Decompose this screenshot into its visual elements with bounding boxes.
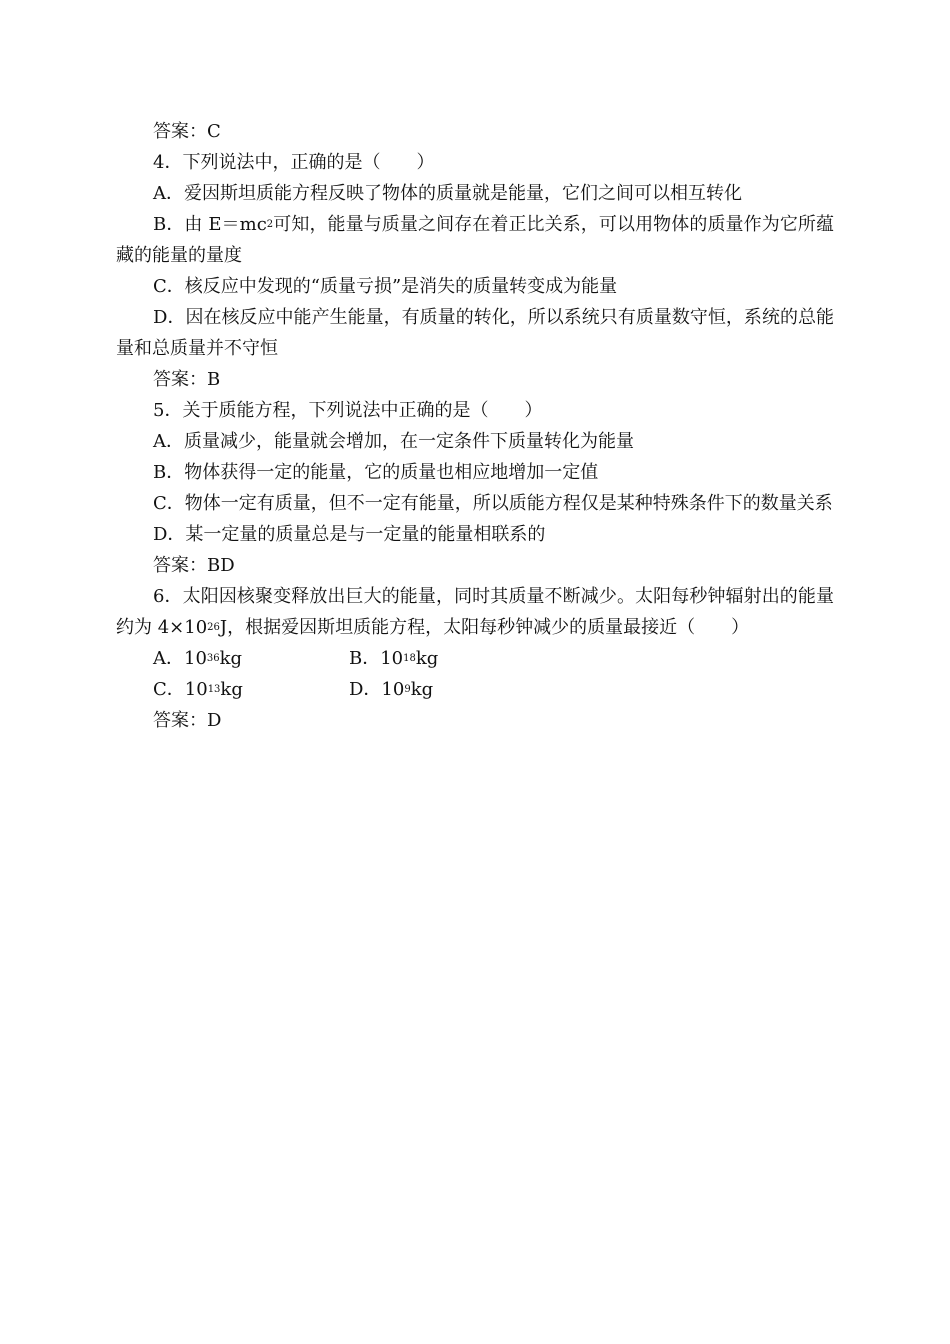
q4-option-b: [116, 209, 834, 271]
q4-option-d: D．因在核反应中能产生能量，有质量的转化，所以系统只有质量数守恒，系统的总能量和总质量并不守恒: [116, 307, 834, 359]
q6-option-a-label: A．10: [153, 648, 207, 669]
q5-stem: 5．关于质能方程，下列说法中正确的是（ ）: [153, 400, 543, 421]
q6-option-d-unit: kg: [410, 679, 434, 700]
q6-option-d-label: D．10: [349, 679, 405, 700]
q6-option-a-unit: kg: [219, 648, 243, 669]
q6-option-b-exponent: 18: [403, 653, 416, 664]
q5-answer: 答案：BD: [153, 555, 235, 576]
q6-option-d: [349, 674, 433, 705]
q6-option-c-unit: kg: [220, 679, 243, 700]
q6-option-c-exponent: 13: [207, 684, 221, 695]
q6-stem: [116, 581, 834, 643]
q6-options-row-2: [116, 674, 834, 705]
q6-option-b-label: B．10: [349, 648, 404, 669]
q4-option-b-exponent: 2: [266, 219, 274, 230]
q6-option-b-unit: kg: [415, 648, 439, 669]
q6-stem-prefix: 6．太阳因核聚变释放出巨大的能量，同时其质量不断减少。太阳每秒钟辐射出的能量约为 4×10: [116, 586, 834, 638]
q4-option-a: A．爱因斯坦质能方程反映了物体的质量就是能量，它们之间可以相互转化: [153, 183, 742, 204]
q6-answer: 答案：D: [153, 710, 222, 731]
q5-option-b: B．物体获得一定的能量，它的质量也相应地增加一定值: [153, 462, 599, 483]
q4-option-c: C．核反应中发现的“质量亏损”是消失的质量转变成为能量: [153, 276, 618, 297]
q4-option-b-prefix: B．由 E＝mc: [153, 214, 267, 235]
q6-stem-exponent: 26: [207, 622, 220, 633]
q6-option-c-label: C．10: [153, 679, 208, 700]
q6-option-a-exponent: 36: [206, 653, 220, 664]
q4-answer: 答案：B: [153, 369, 221, 390]
q5-option-d: D．某一定量的质量总是与一定量的能量相联系的: [153, 524, 546, 545]
q5-option-a: A．质量减少，能量就会增加，在一定条件下质量转化为能量: [153, 431, 634, 452]
q6-stem-suffix: J，根据爱因斯坦质能方程，太阳每秒钟减少的质量最接近（ ）: [219, 617, 750, 638]
q6-option-b: [349, 643, 438, 674]
q4-stem: 4．下列说法中，正确的是（ ）: [153, 152, 435, 173]
q6-option-d-exponent: 9: [404, 684, 411, 695]
q5-option-c: C．物体一定有质量，但不一定有能量，所以质能方程仅是某种特殊条件下的数量关系: [153, 493, 833, 514]
q3-answer: 答案：C: [153, 121, 221, 142]
q6-option-c: [153, 674, 349, 705]
q4-option-b-suffix: 可知，能量与质量之间存在着正比关系，可以用物体的质量作为它所蕴藏的能量的量度: [116, 214, 834, 266]
q6-option-a: [153, 643, 349, 674]
document-content: [116, 116, 834, 736]
q6-options-row-1: [116, 643, 834, 674]
